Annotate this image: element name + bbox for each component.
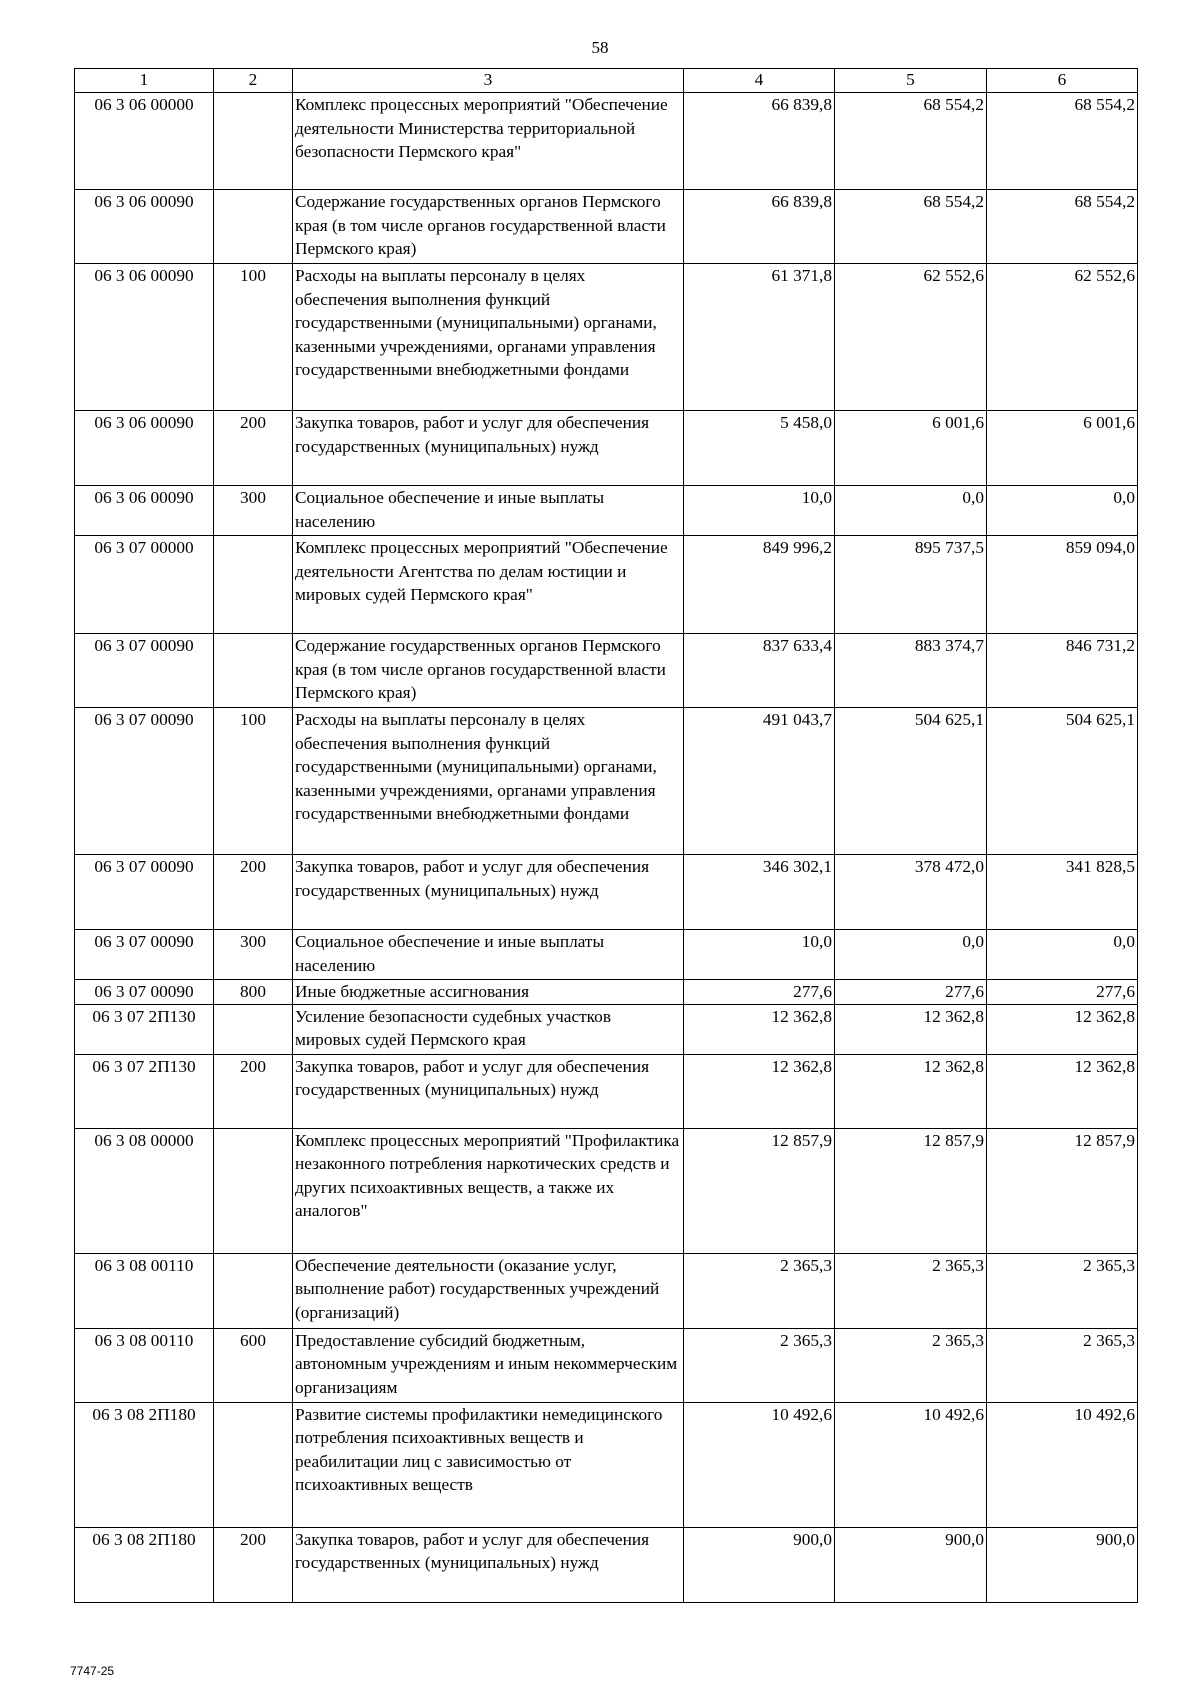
name-cell: Закупка товаров, работ и услуг для обеспечения государственных (муниципальных) нужд <box>293 1054 684 1128</box>
table-row <box>75 1128 1138 1253</box>
table-row <box>75 1253 1138 1328</box>
value-cell-6: 62 552,6 <box>987 264 1138 411</box>
budget-table <box>74 68 1138 1603</box>
name-cell: Закупка товаров, работ и услуг для обеспечения государственных (муниципальных) нужд <box>293 855 684 930</box>
expense-type-cell: 200 <box>214 855 293 930</box>
code-cell: 06 3 08 2П180 <box>75 1402 214 1527</box>
value-cell-4: 12 362,8 <box>684 1004 835 1054</box>
code-cell: 06 3 08 00110 <box>75 1253 214 1328</box>
value-cell-5: 6 001,6 <box>835 411 987 486</box>
document-code: 7747-25 <box>70 1664 115 1678</box>
value-cell-6: 68 554,2 <box>987 190 1138 264</box>
code-cell: 06 3 08 2П180 <box>75 1527 214 1602</box>
code-cell: 06 3 07 2П130 <box>75 1004 214 1054</box>
value-cell-6: 277,6 <box>987 980 1138 1005</box>
header-col-5: 5 <box>835 69 987 93</box>
name-cell: Развитие системы профилактики немедицинского потребления психоактивных веществ и реабилитации лиц с зависимостью от психоактивных веществ <box>293 1402 684 1527</box>
expense-type-cell <box>214 634 293 708</box>
code-cell: 06 3 06 00000 <box>75 93 214 190</box>
value-cell-4: 10 492,6 <box>684 1402 835 1527</box>
code-cell: 06 3 06 00090 <box>75 190 214 264</box>
value-cell-4: 12 857,9 <box>684 1128 835 1253</box>
value-cell-4: 491 043,7 <box>684 708 835 855</box>
header-col-4: 4 <box>684 69 835 93</box>
expense-type-cell <box>214 1402 293 1527</box>
table-row <box>75 411 1138 486</box>
table-row <box>75 190 1138 264</box>
value-cell-6: 900,0 <box>987 1527 1138 1602</box>
code-cell: 06 3 08 00110 <box>75 1328 214 1402</box>
value-cell-6: 10 492,6 <box>987 1402 1138 1527</box>
table-row <box>75 1527 1138 1602</box>
code-cell: 06 3 08 00000 <box>75 1128 214 1253</box>
value-cell-5: 68 554,2 <box>835 190 987 264</box>
value-cell-5: 12 857,9 <box>835 1128 987 1253</box>
value-cell-4: 5 458,0 <box>684 411 835 486</box>
value-cell-5: 12 362,8 <box>835 1054 987 1128</box>
name-cell: Иные бюджетные ассигнования <box>293 980 684 1005</box>
value-cell-5: 2 365,3 <box>835 1328 987 1402</box>
header-row <box>75 69 1138 93</box>
value-cell-6: 12 362,8 <box>987 1004 1138 1054</box>
value-cell-5: 0,0 <box>835 930 987 980</box>
header-col-2: 2 <box>214 69 293 93</box>
expense-type-cell <box>214 1128 293 1253</box>
expense-type-cell: 300 <box>214 930 293 980</box>
table-row <box>75 93 1138 190</box>
value-cell-4: 2 365,3 <box>684 1328 835 1402</box>
table-row <box>75 634 1138 708</box>
name-cell: Закупка товаров, работ и услуг для обеспечения государственных (муниципальных) нужд <box>293 1527 684 1602</box>
name-cell: Расходы на выплаты персоналу в целях обеспечения выполнения функций государственными (муниципальными) органами, казенными учреждениями, органами управления государственными внебюджетными фондами <box>293 708 684 855</box>
value-cell-4: 10,0 <box>684 486 835 536</box>
value-cell-6: 341 828,5 <box>987 855 1138 930</box>
expense-type-cell <box>214 536 293 634</box>
value-cell-4: 61 371,8 <box>684 264 835 411</box>
value-cell-5: 62 552,6 <box>835 264 987 411</box>
value-cell-6: 2 365,3 <box>987 1328 1138 1402</box>
value-cell-5: 895 737,5 <box>835 536 987 634</box>
value-cell-5: 900,0 <box>835 1527 987 1602</box>
name-cell: Содержание государственных органов Пермского края (в том числе органов государственной власти Пермского края) <box>293 190 684 264</box>
value-cell-6: 12 362,8 <box>987 1054 1138 1128</box>
value-cell-4: 900,0 <box>684 1527 835 1602</box>
value-cell-4: 837 633,4 <box>684 634 835 708</box>
value-cell-5: 378 472,0 <box>835 855 987 930</box>
table-row <box>75 536 1138 634</box>
value-cell-4: 12 362,8 <box>684 1054 835 1128</box>
table-row <box>75 930 1138 980</box>
value-cell-4: 277,6 <box>684 980 835 1005</box>
code-cell: 06 3 07 00090 <box>75 930 214 980</box>
value-cell-4: 66 839,8 <box>684 93 835 190</box>
code-cell: 06 3 06 00090 <box>75 486 214 536</box>
name-cell: Комплекс процессных мероприятий "Обеспечение деятельности Агентства по делам юстиции и мировых судей Пермского края" <box>293 536 684 634</box>
name-cell: Комплекс процессных мероприятий "Профилактика незаконного потребления наркотических средств и других психоактивных веществ, а также их аналогов" <box>293 1128 684 1253</box>
value-cell-6: 846 731,2 <box>987 634 1138 708</box>
code-cell: 06 3 07 00090 <box>75 855 214 930</box>
value-cell-6: 0,0 <box>987 486 1138 536</box>
value-cell-5: 504 625,1 <box>835 708 987 855</box>
expense-type-cell: 200 <box>214 1054 293 1128</box>
code-cell: 06 3 07 00000 <box>75 536 214 634</box>
expense-type-cell <box>214 93 293 190</box>
value-cell-5: 10 492,6 <box>835 1402 987 1527</box>
table-row <box>75 980 1138 1005</box>
value-cell-5: 277,6 <box>835 980 987 1005</box>
table-row <box>75 855 1138 930</box>
expense-type-cell: 300 <box>214 486 293 536</box>
expense-type-cell: 600 <box>214 1328 293 1402</box>
code-cell: 06 3 07 00090 <box>75 634 214 708</box>
code-cell: 06 3 07 00090 <box>75 708 214 855</box>
name-cell: Расходы на выплаты персоналу в целях обеспечения выполнения функций государственными (муниципальными) органами, казенными учреждениями, органами управления государственными внебюджетными фондами <box>293 264 684 411</box>
expense-type-cell: 200 <box>214 1527 293 1602</box>
value-cell-4: 346 302,1 <box>684 855 835 930</box>
name-cell: Усиление безопасности судебных участков мировых судей Пермского края <box>293 1004 684 1054</box>
value-cell-5: 12 362,8 <box>835 1004 987 1054</box>
value-cell-5: 0,0 <box>835 486 987 536</box>
value-cell-4: 849 996,2 <box>684 536 835 634</box>
expense-type-cell <box>214 1004 293 1054</box>
table-row <box>75 708 1138 855</box>
name-cell: Социальное обеспечение и иные выплаты населению <box>293 486 684 536</box>
value-cell-4: 2 365,3 <box>684 1253 835 1328</box>
value-cell-6: 2 365,3 <box>987 1253 1138 1328</box>
expense-type-cell <box>214 1253 293 1328</box>
value-cell-4: 66 839,8 <box>684 190 835 264</box>
value-cell-6: 12 857,9 <box>987 1128 1138 1253</box>
value-cell-5: 2 365,3 <box>835 1253 987 1328</box>
header-col-1: 1 <box>75 69 214 93</box>
value-cell-5: 68 554,2 <box>835 93 987 190</box>
header-col-6: 6 <box>987 69 1138 93</box>
value-cell-6: 68 554,2 <box>987 93 1138 190</box>
code-cell: 06 3 06 00090 <box>75 264 214 411</box>
name-cell: Обеспечение деятельности (оказание услуг, выполнение работ) государственных учреждений (организаций) <box>293 1253 684 1328</box>
table-row <box>75 1054 1138 1128</box>
expense-type-cell: 100 <box>214 264 293 411</box>
name-cell: Комплекс процессных мероприятий "Обеспечение деятельности Министерства территориальной безопасности Пермского края" <box>293 93 684 190</box>
value-cell-6: 6 001,6 <box>987 411 1138 486</box>
value-cell-4: 10,0 <box>684 930 835 980</box>
expense-type-cell: 100 <box>214 708 293 855</box>
expense-type-cell: 200 <box>214 411 293 486</box>
table-row <box>75 1004 1138 1054</box>
table-row <box>75 264 1138 411</box>
value-cell-6: 504 625,1 <box>987 708 1138 855</box>
table-row <box>75 486 1138 536</box>
expense-type-cell <box>214 190 293 264</box>
header-col-3: 3 <box>293 69 684 93</box>
name-cell: Социальное обеспечение и иные выплаты населению <box>293 930 684 980</box>
page-number: 58 <box>591 38 609 57</box>
code-cell: 06 3 06 00090 <box>75 411 214 486</box>
value-cell-5: 883 374,7 <box>835 634 987 708</box>
value-cell-6: 0,0 <box>987 930 1138 980</box>
code-cell: 06 3 07 2П130 <box>75 1054 214 1128</box>
name-cell: Содержание государственных органов Пермского края (в том числе органов государственной власти Пермского края) <box>293 634 684 708</box>
name-cell: Закупка товаров, работ и услуг для обеспечения государственных (муниципальных) нужд <box>293 411 684 486</box>
table-row <box>75 1328 1138 1402</box>
table-row <box>75 1402 1138 1527</box>
name-cell: Предоставление субсидий бюджетным, автономным учреждениям и иным некоммерческим организациям <box>293 1328 684 1402</box>
code-cell: 06 3 07 00090 <box>75 980 214 1005</box>
expense-type-cell: 800 <box>214 980 293 1005</box>
value-cell-6: 859 094,0 <box>987 536 1138 634</box>
